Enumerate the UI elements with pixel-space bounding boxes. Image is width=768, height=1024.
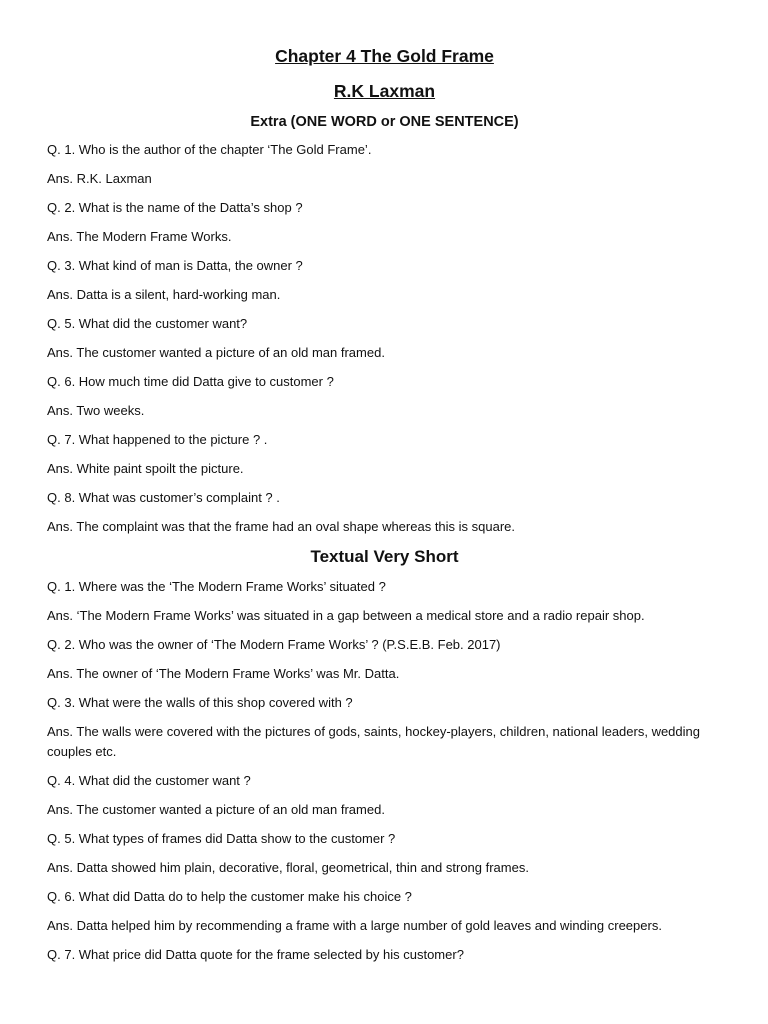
extra-question-2: Q. 2. What is the name of the Datta’s shop ?	[47, 200, 303, 215]
chapter-title: Chapter 4 The Gold Frame	[275, 46, 494, 66]
extra-question-3: Q. 3. What kind of man is Datta, the owner ?	[47, 258, 303, 273]
extra-answer-6: Ans. Two weeks.	[47, 403, 145, 418]
textual-answer-2: Ans. The owner of ‘The Modern Frame Works’ was Mr. Datta.	[47, 666, 400, 681]
extra-answer-7: Ans. White paint spoilt the picture.	[47, 461, 244, 476]
textual-question-3: Q. 3. What were the walls of this shop covered with ?	[47, 695, 353, 710]
textual-section	[47, 545, 722, 965]
textual-question-4: Q. 4. What did the customer want ?	[47, 773, 251, 788]
textual-answer-5: Ans. Datta showed him plain, decorative, floral, geometrical, thin and strong frames.	[47, 860, 529, 875]
textual-section-heading: Textual Very Short	[310, 547, 459, 566]
textual-answer-6: Ans. Datta helped him by recommending a frame with a large number of gold leaves and winding creepers.	[47, 918, 662, 933]
textual-question-1: Q. 1. Where was the ‘The Modern Frame Works’ situated ?	[47, 579, 386, 594]
extra-section-heading: Extra (ONE WORD or ONE SENTENCE)	[250, 114, 519, 130]
textual-question-2: Q. 2. Who was the owner of ‘The Modern Frame Works’ ? (P.S.E.B. Feb. 2017)	[47, 637, 501, 652]
textual-question-6: Q. 6. What did Datta do to help the customer make his choice ?	[47, 889, 412, 904]
author-name: R.K Laxman	[333, 81, 436, 101]
extra-answer-5: Ans. The customer wanted a picture of an old man framed.	[47, 345, 385, 360]
extra-question-5: Q. 5. What did the customer want?	[47, 316, 248, 331]
extra-question-7: Q. 7. What happened to the picture ? .	[47, 432, 268, 447]
extra-question-1: Q. 1. Who is the author of the chapter ‘The Gold Frame’.	[47, 142, 372, 157]
textual-question-7: Q. 7. What price did Datta quote for the frame selected by his customer?	[47, 947, 464, 962]
textual-answer-4: Ans. The customer wanted a picture of an old man framed.	[47, 802, 385, 817]
extra-answer-2: Ans. The Modern Frame Works.	[47, 229, 232, 244]
extra-answer-3: Ans. Datta is a silent, hard-working man.	[47, 287, 281, 302]
textual-question-5: Q. 5. What types of frames did Datta show to the customer ?	[47, 831, 396, 846]
textual-qa-list	[47, 577, 722, 965]
extra-question-8: Q. 8. What was customer’s complaint ? .	[47, 490, 280, 505]
extra-answer-1: Ans. R.K. Laxman	[47, 171, 152, 186]
textual-answer-3: Ans. The walls were covered with the pictures of gods, saints, hockey-players, children, national leaders, wedding couples etc.	[47, 724, 700, 759]
extra-answer-8: Ans. The complaint was that the frame had an oval shape whereas this is square.	[47, 519, 516, 534]
extra-question-6: Q. 6. How much time did Datta give to customer ?	[47, 374, 334, 389]
textual-answer-1: Ans. ‘The Modern Frame Works’ was situated in a gap between a medical store and a radio repair shop.	[47, 608, 645, 623]
extra-qa-list	[47, 140, 722, 537]
